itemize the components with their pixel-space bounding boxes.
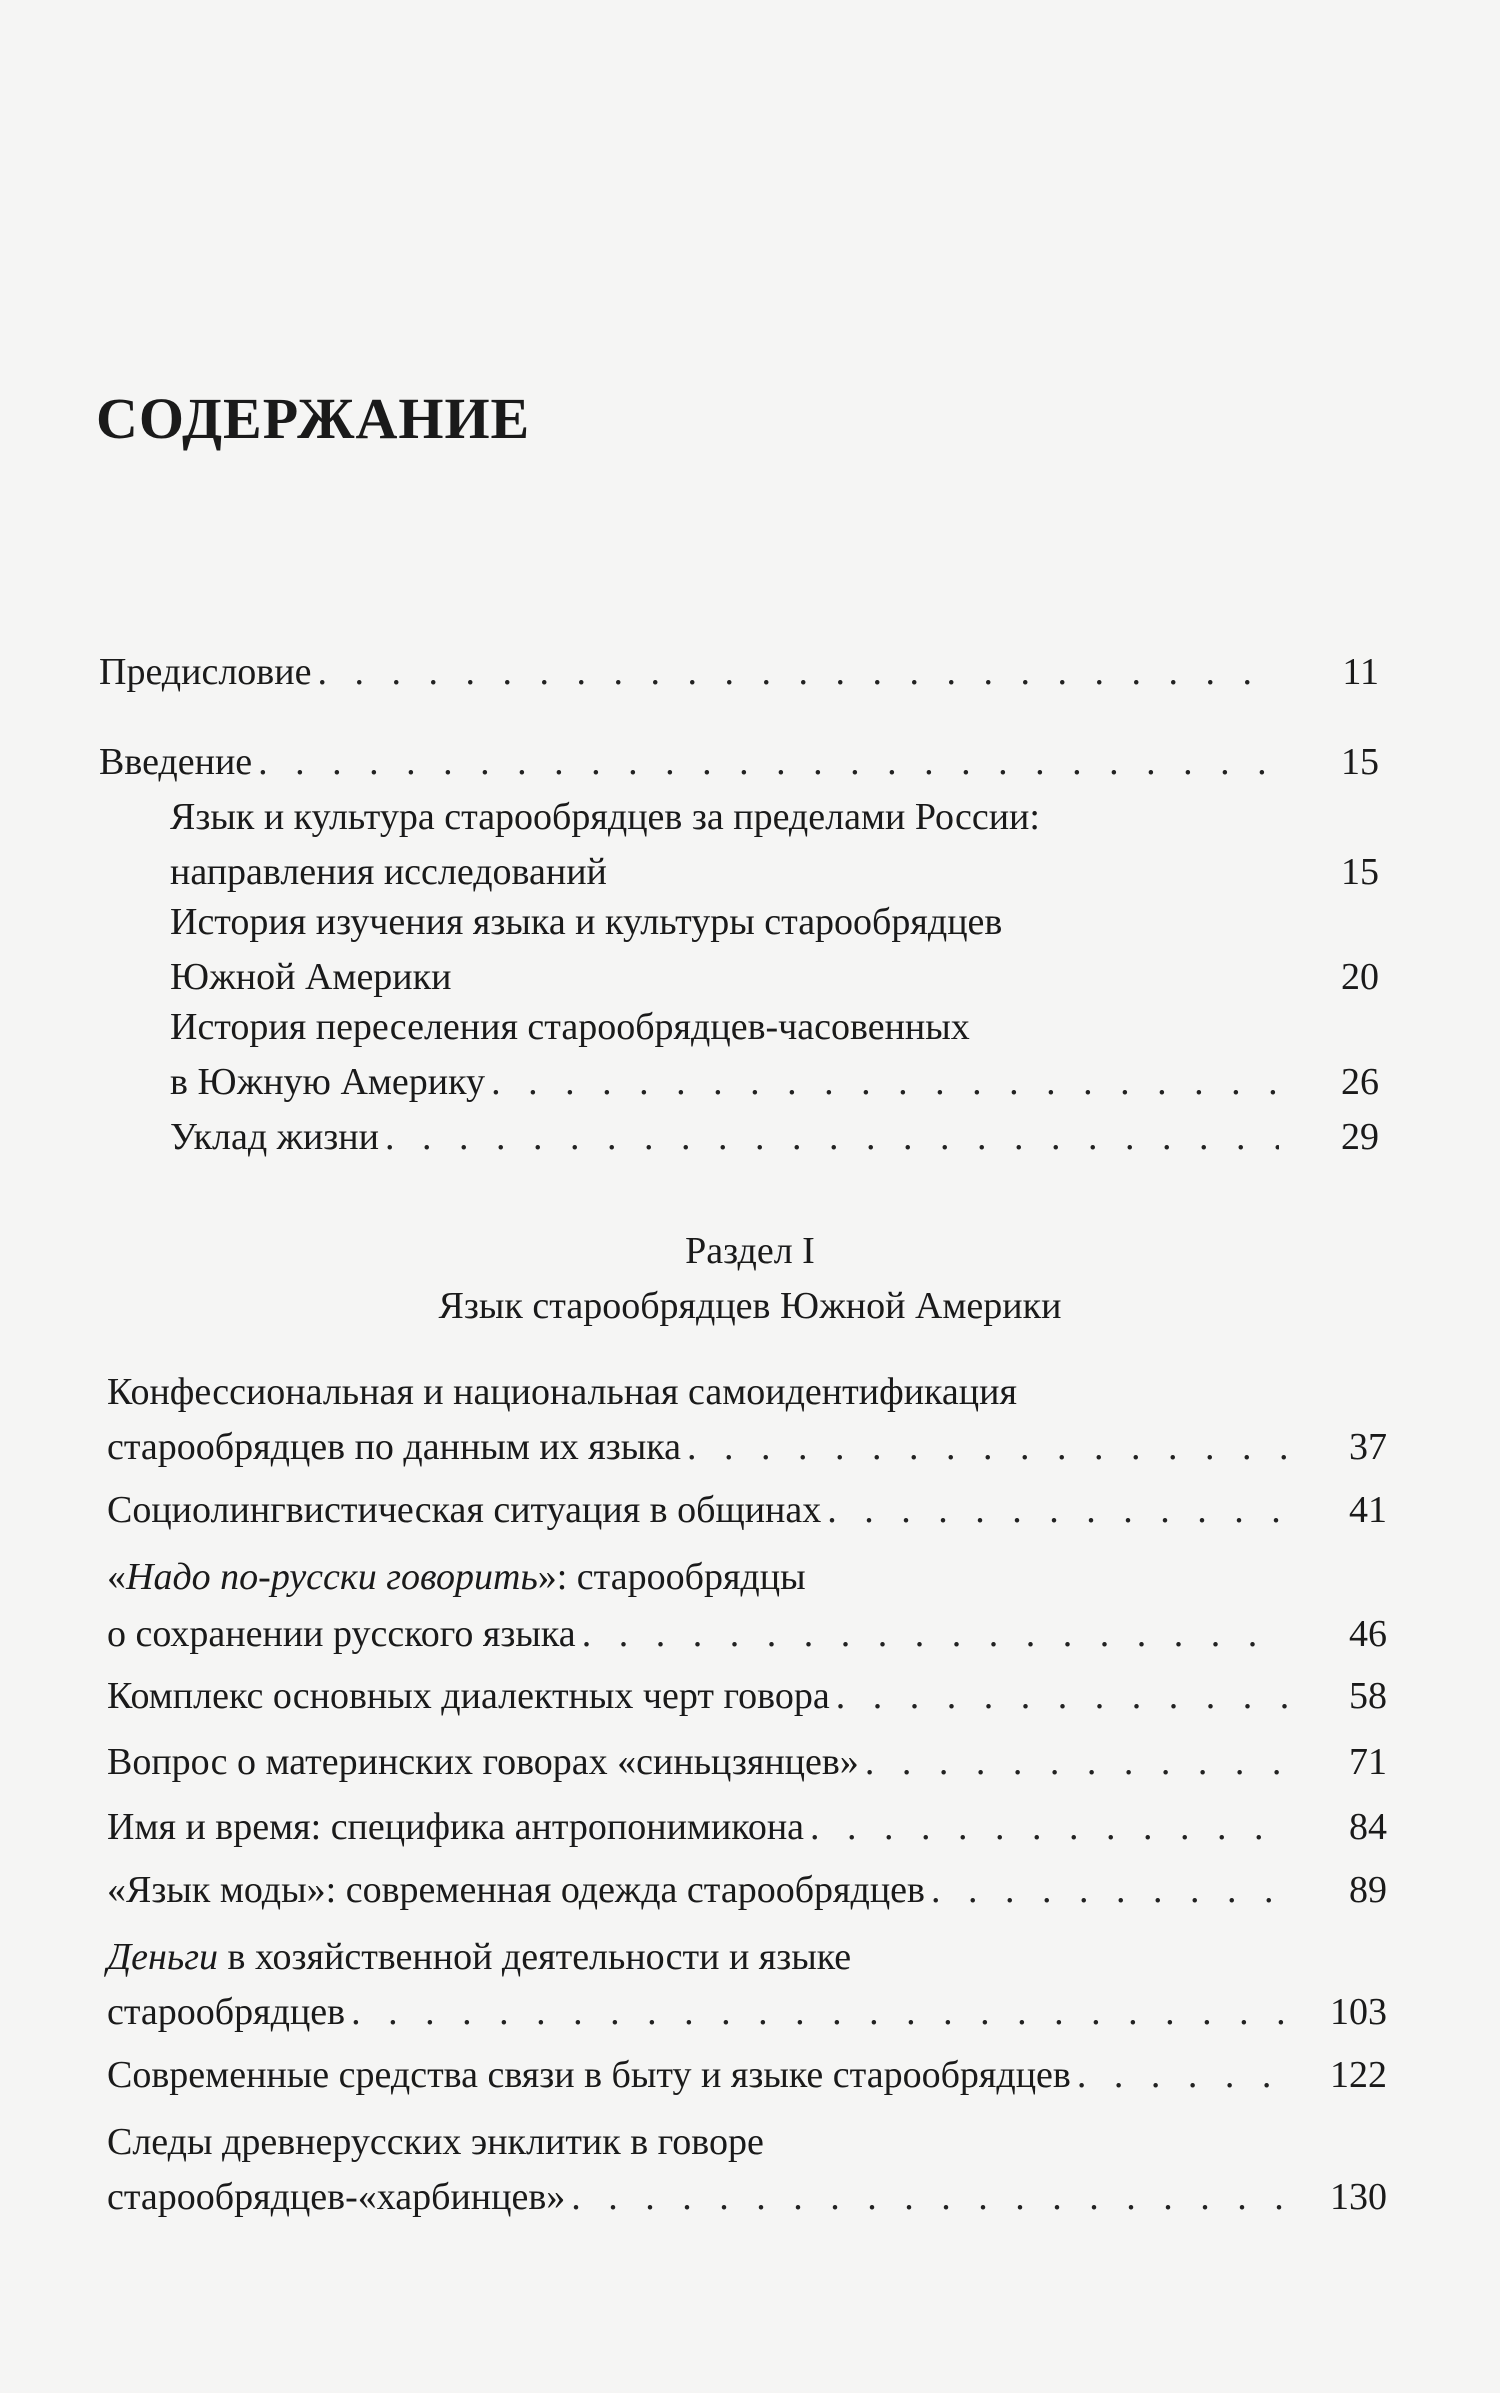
toc-entry-text: История изучения языка и культуры старообрядцев <box>170 901 1003 943</box>
toc-entry-text: Введение <box>99 741 253 783</box>
toc-page-number: 89 <box>1349 1869 1387 1911</box>
toc-entry-text <box>107 1555 806 1599</box>
toc-entry-text: Южной Америки <box>170 956 452 998</box>
toc-page-number: 26 <box>1341 1061 1379 1103</box>
leader-dots <box>931 1868 1287 1912</box>
toc-entry-s1-10 <box>107 2175 1387 2219</box>
leader-dots <box>1077 2053 1287 2097</box>
toc-entry-s1-2 <box>107 1488 1387 1532</box>
leader-dots <box>836 1674 1287 1718</box>
toc-page-number: 103 <box>1330 1991 1387 2033</box>
quote-mark: « <box>107 1556 126 1598</box>
leader-dots <box>258 740 1279 784</box>
italic-phrase: Надо по-русски говорить <box>126 1556 538 1598</box>
toc-entry-text: направления исследований <box>170 851 607 893</box>
leader-dots <box>317 650 1279 694</box>
toc-entry-text: Конфессиональная и национальная самоидентификация <box>107 1371 1017 1413</box>
toc-entry-s1-1 <box>107 1425 1387 1469</box>
toc-page-number: 130 <box>1330 2176 1387 2218</box>
leader-dots <box>810 1805 1287 1849</box>
toc-entry-text: Вопрос о материнских говорах «синьцзянцев» <box>107 1741 859 1783</box>
toc-entry-s1-6 <box>107 1805 1387 1849</box>
toc-entry-text: старообрядцев-«харбинцев» <box>107 2176 566 2218</box>
toc-page-number: 58 <box>1349 1675 1387 1717</box>
toc-entry-text: в Южную Америку <box>170 1061 486 1103</box>
toc-page-number: 37 <box>1349 1426 1387 1468</box>
leader-dots <box>827 1488 1287 1532</box>
toc-entry-text: Комплекс основных диалектных черт говора <box>107 1675 830 1717</box>
toc-entry-text: История переселения старообрядцев-часовенных <box>170 1006 970 1048</box>
toc-entry-s1-3 <box>107 1612 1387 1656</box>
toc-entry-s1-4 <box>107 1674 1387 1718</box>
toc-page-number: 20 <box>1341 956 1379 998</box>
toc-page-number: 15 <box>1341 741 1379 783</box>
leader-dots <box>687 1425 1287 1469</box>
leader-dots <box>865 1740 1287 1784</box>
leader-dots <box>582 1612 1287 1656</box>
entry-text-rest: в хозяйственной деятельности и языке <box>218 1936 852 1978</box>
toc-page-number: 122 <box>1330 2054 1387 2096</box>
page-title: СОДЕРЖАНИЕ <box>96 386 531 451</box>
toc-page-number: 41 <box>1349 1489 1387 1531</box>
toc-page-number: 29 <box>1341 1116 1379 1158</box>
toc-entry-text: Современные средства связи в быту и языке старообрядцев <box>107 2054 1071 2096</box>
toc-entry-s1-5 <box>107 1740 1387 1784</box>
toc-page-number: 11 <box>1342 651 1379 693</box>
toc-page-number: 46 <box>1349 1613 1387 1655</box>
toc-entry-s1-9 <box>107 2053 1387 2097</box>
toc-entry-text: старообрядцев <box>107 1991 346 2033</box>
toc-entry-text: Имя и время: специфика антропонимикона <box>107 1806 805 1848</box>
toc-entry-text: Уклад жизни <box>170 1116 379 1158</box>
toc-entry-text: Социолингвистическая ситуация в общинах <box>107 1489 822 1531</box>
toc-entry-text: Язык и культура старообрядцев за пределами России: <box>170 796 1040 838</box>
leader-dots <box>491 1060 1279 1104</box>
toc-entry-intro-1 <box>170 850 1379 894</box>
toc-entry-text: Предисловие <box>99 651 312 693</box>
toc-entry-intro-2 <box>170 955 1379 999</box>
toc-entry-text: старообрядцев по данным их языка <box>107 1426 681 1468</box>
section-label: Раздел I <box>685 1230 815 1272</box>
toc-entry-preface <box>99 650 1379 694</box>
toc-entry-text <box>107 1935 851 1979</box>
leader-dots <box>351 1990 1287 2034</box>
toc-page-number: 71 <box>1349 1741 1387 1783</box>
leader-dots <box>385 1115 1279 1159</box>
toc-entry-text: «Язык моды»: современная одежда старообрядцев <box>107 1869 925 1911</box>
toc-entry-s1-8 <box>107 1990 1387 2034</box>
entry-text-rest: »: старообрядцы <box>537 1556 806 1598</box>
toc-entry-text: о сохранении русского языка <box>107 1613 576 1655</box>
toc-entry-intro-4 <box>170 1115 1379 1159</box>
italic-phrase: Деньги <box>107 1936 219 1978</box>
leader-dots <box>571 2175 1287 2219</box>
toc-page-number: 84 <box>1349 1806 1387 1848</box>
toc-entry-text: Следы древнерусских энклитик в говоре <box>107 2121 764 2163</box>
section-title: Язык старообрядцев Южной Америки <box>438 1285 1062 1327</box>
toc-page-number: 15 <box>1341 851 1379 893</box>
toc-entry-intro-3 <box>170 1060 1379 1104</box>
toc-entry-s1-7 <box>107 1868 1387 1912</box>
toc-entry-introduction <box>99 740 1379 784</box>
